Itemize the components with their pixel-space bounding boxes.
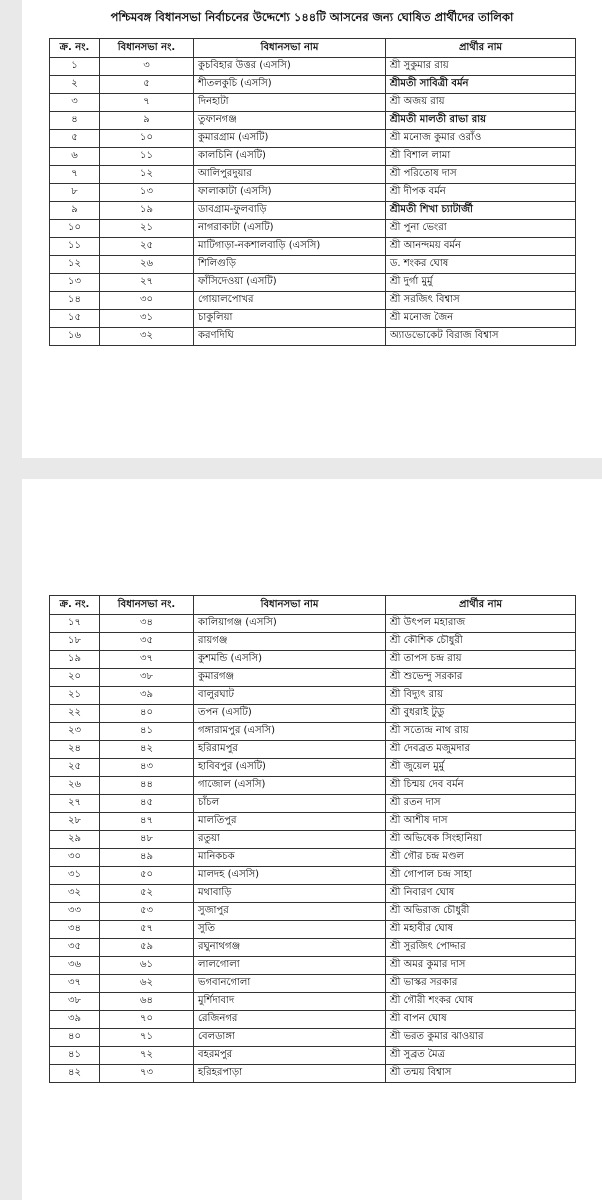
constituency-name-cell: দিনহাটা — [194, 94, 386, 112]
table-row — [50, 777, 576, 795]
constituency-name-cell: কুমারগ্রাম (এসটি) — [194, 130, 386, 148]
document-title: পশ্চিমবঙ্গ বিধানসভা নির্বাচনের উদ্দেশ্যে ১৪৪টি আসনের জন্য ঘোষিত প্রার্থীদের তালিকা — [110, 10, 514, 24]
constituency-no-cell: ৬২ — [100, 975, 194, 993]
constituency-name-cell: কালচিনি (এসটি) — [194, 148, 386, 166]
candidate-name-cell: শ্রী আনন্দময় বর্মন — [386, 238, 576, 256]
constituency-name-cell: মাটিগাড়া-নকশালবাড়ি (এসসি) — [194, 238, 386, 256]
constituency-no-cell: ৩৭ — [100, 651, 194, 669]
candidate-name-cell: শ্রী নিবারণ ঘোষ — [386, 885, 576, 903]
serial-cell: ৪২ — [50, 1065, 100, 1083]
serial-cell: ২৫ — [50, 759, 100, 777]
candidate-name-cell: শ্রী মহাবীর ঘোষ — [386, 921, 576, 939]
candidate-name-cell: অ্যাডভোকেট বিরাজ বিশ্বাস — [386, 328, 576, 346]
table-row — [50, 256, 576, 274]
constituency-name-cell: নাগরাকাটা (এসটি) — [194, 220, 386, 238]
candidate-name-cell: শ্রী চিন্ময় দেব বর্মন — [386, 777, 576, 795]
constituency-no-cell: ৪৮ — [100, 831, 194, 849]
constituency-name-cell: কুশমন্ডি (এসসি) — [194, 651, 386, 669]
constituency-no-cell: ৫ — [100, 76, 194, 94]
constituency-no-cell: ৩ — [100, 58, 194, 76]
constituency-no-cell: ২১ — [100, 220, 194, 238]
constituency-name-cell: মালতিপুর — [194, 813, 386, 831]
constituency-name-cell: মথাবাড়ি — [194, 885, 386, 903]
table-row — [50, 687, 576, 705]
serial-cell: ২০ — [50, 669, 100, 687]
constituency-name-cell: কুচবিহার উত্তর (এসসি) — [194, 58, 386, 76]
constituency-no-cell: ৪৩ — [100, 759, 194, 777]
table-row — [50, 1065, 576, 1083]
serial-cell: ৩৭ — [50, 975, 100, 993]
constituency-no-cell: ১০ — [100, 130, 194, 148]
table-body — [50, 615, 576, 1083]
table-row — [50, 993, 576, 1011]
header-serial: ক্র. নং. — [50, 39, 100, 58]
constituency-no-cell: ৪৯ — [100, 849, 194, 867]
constituency-no-cell: ৫২ — [100, 885, 194, 903]
candidate-name-cell: শ্রী ভরত কুমার ঝাওয়ার — [386, 1029, 576, 1047]
constituency-name-cell: করণদিঘি — [194, 328, 386, 346]
header-constituency-name: বিধানসভা নাম — [194, 596, 386, 615]
constituency-no-cell: ৭০ — [100, 1011, 194, 1029]
constituency-no-cell: ৩২ — [100, 328, 194, 346]
candidate-name-cell: শ্রী জুয়েল মুর্মু — [386, 759, 576, 777]
header-constituency-no: বিধানসভা নং. — [100, 39, 194, 58]
serial-cell: ৩৮ — [50, 993, 100, 1011]
table-row — [50, 903, 576, 921]
table-row — [50, 669, 576, 687]
constituency-no-cell: ১৯ — [100, 202, 194, 220]
constituency-name-cell: ভগবানগোলা — [194, 975, 386, 993]
candidate-name-cell: শ্রী অভিষেক সিংহানিয়া — [386, 831, 576, 849]
table-row — [50, 957, 576, 975]
document-page-2 — [22, 479, 602, 1200]
table-row — [50, 220, 576, 238]
constituency-no-cell: ৪০ — [100, 705, 194, 723]
table-row — [50, 813, 576, 831]
candidate-name-cell: শ্রী সুব্রত মৈত্র — [386, 1047, 576, 1065]
candidate-name-cell: শ্রী তাপস চন্দ্র রায় — [386, 651, 576, 669]
constituency-name-cell: শীতলকুচি (এসসি) — [194, 76, 386, 94]
serial-cell: ১ — [50, 58, 100, 76]
header-constituency-no: বিধানসভা নং. — [100, 596, 194, 615]
serial-cell: ২১ — [50, 687, 100, 705]
serial-cell: ৯ — [50, 202, 100, 220]
constituency-name-cell: ফালাকাটা (এসসি) — [194, 184, 386, 202]
constituency-no-cell: ৩০ — [100, 292, 194, 310]
constituency-name-cell: বহরমপুর — [194, 1047, 386, 1065]
table-row — [50, 975, 576, 993]
candidate-name-cell: শ্রীমতী সাবিত্রী বর্মন — [386, 76, 576, 94]
candidate-name-cell: শ্রীমতী মালতী রাভা রায় — [386, 112, 576, 130]
constituency-no-cell: ৬১ — [100, 957, 194, 975]
constituency-no-cell: ৩৪ — [100, 615, 194, 633]
candidate-name-cell: শ্রী কৌশিক চৌধুরী — [386, 633, 576, 651]
serial-cell: ১০ — [50, 220, 100, 238]
constituency-no-cell: ৬৪ — [100, 993, 194, 1011]
constituency-no-cell: ৩৯ — [100, 687, 194, 705]
table-row — [50, 759, 576, 777]
serial-cell: ৭ — [50, 166, 100, 184]
candidate-name-cell: শ্রী উৎপল মহারাজ — [386, 615, 576, 633]
candidate-name-cell: শ্রী ভাস্কর সরকার — [386, 975, 576, 993]
table-row — [50, 1029, 576, 1047]
constituency-name-cell: বেলডাঙ্গা — [194, 1029, 386, 1047]
table-row — [50, 166, 576, 184]
serial-cell: ৮ — [50, 184, 100, 202]
candidate-name-cell: ড. শংকর ঘোষ — [386, 256, 576, 274]
serial-cell: ১৪ — [50, 292, 100, 310]
table-body — [50, 58, 576, 346]
table-row — [50, 328, 576, 346]
constituency-name-cell: শিলিগুড়ি — [194, 256, 386, 274]
table-row — [50, 831, 576, 849]
serial-cell: ২৯ — [50, 831, 100, 849]
constituency-no-cell: ৭১ — [100, 1029, 194, 1047]
candidate-name-cell: শ্রী সত্যেন্দ্র নাথ রায় — [386, 723, 576, 741]
constituency-no-cell: ৩৮ — [100, 669, 194, 687]
candidate-name-cell: শ্রী বাপন ঘোষ — [386, 1011, 576, 1029]
table-row — [50, 921, 576, 939]
serial-cell: ৬ — [50, 148, 100, 166]
constituency-no-cell: ১২ — [100, 166, 194, 184]
constituency-name-cell: কুমারগঞ্জ — [194, 669, 386, 687]
serial-cell: ২৪ — [50, 741, 100, 759]
constituency-no-cell: ১৩ — [100, 184, 194, 202]
constituency-name-cell: রঘুনাথগঞ্জ — [194, 939, 386, 957]
constituency-no-cell: ২৫ — [100, 238, 194, 256]
constituency-no-cell: ১১ — [100, 148, 194, 166]
constituency-no-cell: ৪১ — [100, 723, 194, 741]
serial-cell: ২৩ — [50, 723, 100, 741]
constituency-no-cell: ৫৯ — [100, 939, 194, 957]
constituency-name-cell: সুজাপুর — [194, 903, 386, 921]
constituency-no-cell: ৩১ — [100, 310, 194, 328]
constituency-name-cell: রেজিনগর — [194, 1011, 386, 1029]
serial-cell: ৩৪ — [50, 921, 100, 939]
serial-cell: ১৬ — [50, 328, 100, 346]
constituency-name-cell: মুর্শিদাবাদ — [194, 993, 386, 1011]
serial-cell: ২ — [50, 76, 100, 94]
table-row — [50, 867, 576, 885]
constituency-no-cell: ২৬ — [100, 256, 194, 274]
candidate-name-cell: শ্রী মনোজ কুমার ওরাঁও — [386, 130, 576, 148]
candidate-name-cell: শ্রী পরিতোষ দাস — [386, 166, 576, 184]
candidate-name-cell: শ্রী অজয় রায় — [386, 94, 576, 112]
serial-cell: ৪০ — [50, 1029, 100, 1047]
constituency-name-cell: হরিহরপাড়া — [194, 1065, 386, 1083]
candidate-name-cell: শ্রী বিশাল লামা — [386, 148, 576, 166]
candidate-name-cell: শ্রী গোপাল চন্দ্র সাহা — [386, 867, 576, 885]
constituency-name-cell: আলিপুরদুয়ার — [194, 166, 386, 184]
table-row — [50, 939, 576, 957]
serial-cell: ২৬ — [50, 777, 100, 795]
constituency-no-cell: ২৭ — [100, 274, 194, 292]
serial-cell: ১১ — [50, 238, 100, 256]
candidate-name-cell: শ্রী সরজিৎ বিশ্বাস — [386, 292, 576, 310]
table-row — [50, 1011, 576, 1029]
constituency-name-cell: রায়গঞ্জ — [194, 633, 386, 651]
serial-cell: ৫ — [50, 130, 100, 148]
table-row — [50, 292, 576, 310]
candidate-name-cell: শ্রী সুরজিৎ পোদ্দার — [386, 939, 576, 957]
table-row — [50, 112, 576, 130]
serial-cell: ৩০ — [50, 849, 100, 867]
constituency-name-cell: ফাঁসিদেওয়া (এসটি) — [194, 274, 386, 292]
table-row — [50, 615, 576, 633]
candidate-name-cell: শ্রী বুধরাই টুডু — [386, 705, 576, 723]
table-row — [50, 202, 576, 220]
serial-cell: ৩১ — [50, 867, 100, 885]
constituency-no-cell: ৫৩ — [100, 903, 194, 921]
table-row — [50, 238, 576, 256]
serial-cell: ১২ — [50, 256, 100, 274]
table-row — [50, 723, 576, 741]
table-row — [50, 58, 576, 76]
constituency-no-cell: ৫০ — [100, 867, 194, 885]
constituency-no-cell: ৭২ — [100, 1047, 194, 1065]
table-row — [50, 651, 576, 669]
candidate-name-cell: শ্রী অমর কুমার দাস — [386, 957, 576, 975]
candidate-name-cell: শ্রী পুনা ভেংরা — [386, 220, 576, 238]
table-row — [50, 885, 576, 903]
table-row — [50, 741, 576, 759]
serial-cell: ২২ — [50, 705, 100, 723]
candidate-name-cell: শ্রী তন্ময় বিশ্বাস — [386, 1065, 576, 1083]
table-row — [50, 795, 576, 813]
candidate-table-2 — [49, 595, 576, 1083]
serial-cell: ১৫ — [50, 310, 100, 328]
table-row — [50, 148, 576, 166]
serial-cell: ২৮ — [50, 813, 100, 831]
constituency-name-cell: হাবিবপুর (এসটি) — [194, 759, 386, 777]
constituency-name-cell: মানিকচক — [194, 849, 386, 867]
candidate-name-cell: শ্রী মনোজ জৈন — [386, 310, 576, 328]
serial-cell: ১৭ — [50, 615, 100, 633]
constituency-name-cell: তপন (এসটি) — [194, 705, 386, 723]
constituency-name-cell: গাজোল (এসসি) — [194, 777, 386, 795]
constituency-name-cell: তুফানগঞ্জ — [194, 112, 386, 130]
candidate-name-cell: শ্রী দুর্গা মুর্মু — [386, 274, 576, 292]
serial-cell: ১৩ — [50, 274, 100, 292]
table-header-row — [50, 39, 576, 58]
table-row — [50, 849, 576, 867]
constituency-no-cell: ৫৭ — [100, 921, 194, 939]
header-serial: ক্র. নং. — [50, 596, 100, 615]
serial-cell: ৩২ — [50, 885, 100, 903]
serial-cell: ৩৬ — [50, 957, 100, 975]
serial-cell: ৩৩ — [50, 903, 100, 921]
table-row — [50, 184, 576, 202]
constituency-name-cell: চাঁচল — [194, 795, 386, 813]
header-candidate: প্রার্থীর নাম — [386, 39, 576, 58]
table-header-row — [50, 596, 576, 615]
serial-cell: ৪ — [50, 112, 100, 130]
table-row — [50, 1047, 576, 1065]
serial-cell: ৩৫ — [50, 939, 100, 957]
candidate-name-cell: শ্রী অভিরাজ চৌধুরী — [386, 903, 576, 921]
candidate-name-cell: শ্রী শুভেন্দু সরকার — [386, 669, 576, 687]
header-constituency-name: বিধানসভা নাম — [194, 39, 386, 58]
constituency-no-cell: ৪৫ — [100, 795, 194, 813]
constituency-no-cell: ৭৩ — [100, 1065, 194, 1083]
constituency-no-cell: ৩৫ — [100, 633, 194, 651]
document-page-1 — [22, 0, 602, 458]
candidate-name-cell: শ্রী গৌরী শংকর ঘোষ — [386, 993, 576, 1011]
table-row — [50, 274, 576, 292]
constituency-name-cell: ডাবগ্রাম-ফুলবাড়ি — [194, 202, 386, 220]
constituency-no-cell: ৪৪ — [100, 777, 194, 795]
table-row — [50, 633, 576, 651]
constituency-no-cell: ৭ — [100, 94, 194, 112]
constituency-name-cell: চাকুলিয়া — [194, 310, 386, 328]
constituency-name-cell: গঙ্গারামপুর (এসসি) — [194, 723, 386, 741]
constituency-name-cell: হরিরামপুর — [194, 741, 386, 759]
table-row — [50, 310, 576, 328]
constituency-name-cell: গোয়ালপোখর — [194, 292, 386, 310]
candidate-name-cell: শ্রী বিদ্যুৎ রায় — [386, 687, 576, 705]
serial-cell: ১৮ — [50, 633, 100, 651]
serial-cell: ২৭ — [50, 795, 100, 813]
constituency-no-cell: ৯ — [100, 112, 194, 130]
serial-cell: ৩ — [50, 94, 100, 112]
constituency-name-cell: রতুয়া — [194, 831, 386, 849]
candidate-table-1 — [49, 38, 576, 346]
candidate-name-cell: শ্রী দীপক বর্মন — [386, 184, 576, 202]
serial-cell: ১৯ — [50, 651, 100, 669]
constituency-no-cell: ৪৭ — [100, 813, 194, 831]
table-row — [50, 94, 576, 112]
constituency-name-cell: মালদহ (এসসি) — [194, 867, 386, 885]
serial-cell: ৪১ — [50, 1047, 100, 1065]
constituency-name-cell: কালিয়াগঞ্জ (এসসি) — [194, 615, 386, 633]
candidate-name-cell: শ্রী আশীষ দাস — [386, 813, 576, 831]
constituency-no-cell: ৪২ — [100, 741, 194, 759]
candidate-name-cell: শ্রী রতন দাস — [386, 795, 576, 813]
candidate-name-cell: শ্রীমতী শিখা চ্যাটার্জী — [386, 202, 576, 220]
candidate-name-cell: শ্রী দেবব্রত মজুমদার — [386, 741, 576, 759]
table-row — [50, 705, 576, 723]
constituency-name-cell: লালগোলা — [194, 957, 386, 975]
candidate-name-cell: শ্রী গৌর চন্দ্র মণ্ডল — [386, 849, 576, 867]
table-row — [50, 76, 576, 94]
constituency-name-cell: বালুরঘাট — [194, 687, 386, 705]
header-candidate: প্রার্থীর নাম — [386, 596, 576, 615]
candidate-name-cell: শ্রী সুকুমার রায় — [386, 58, 576, 76]
serial-cell: ৩৯ — [50, 1011, 100, 1029]
table-row — [50, 130, 576, 148]
constituency-name-cell: সুতি — [194, 921, 386, 939]
